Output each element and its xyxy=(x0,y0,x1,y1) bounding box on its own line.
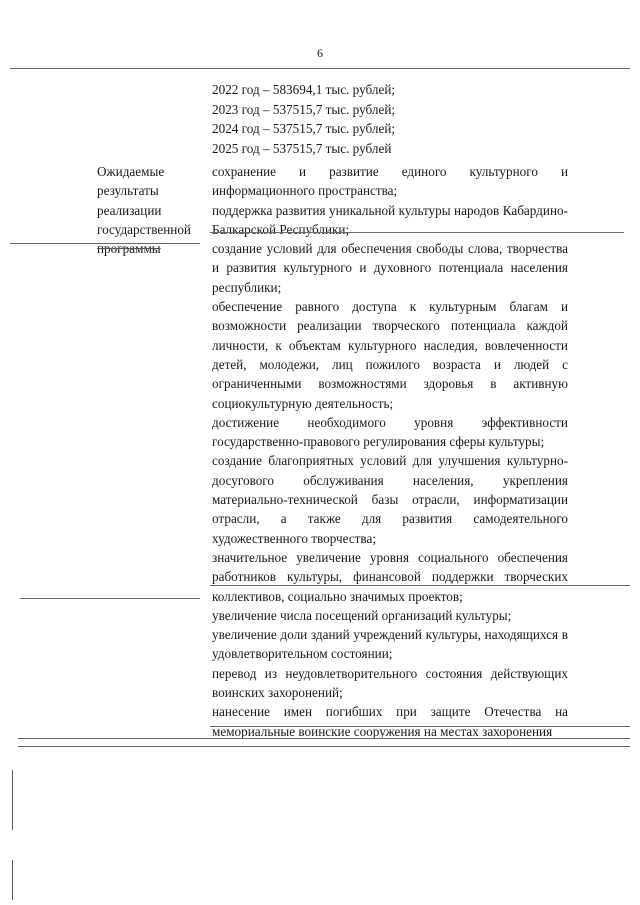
result-item: достижение необходимого уровня эффективности государственно-правового регулирования сферы культуры; xyxy=(212,414,568,450)
funding-line: 2025 год – 537515,7 тыс. рублей xyxy=(212,140,392,156)
top-rule xyxy=(10,68,630,69)
section-label-line: Ожидаемые xyxy=(97,164,165,179)
table-rule xyxy=(210,585,630,586)
section-label xyxy=(97,162,217,258)
table-rule xyxy=(210,726,630,727)
page-number: 6 xyxy=(317,46,323,60)
table-rule xyxy=(18,738,630,739)
table-rule xyxy=(210,232,624,233)
table-rule xyxy=(20,598,200,599)
scan-mark xyxy=(12,860,13,900)
table-rule xyxy=(10,243,200,244)
result-item: обеспечение равного доступа к культурным благам и возможности реализации творческого потенциала каждой личности, к объектам культурного наследия, вовлеченности детей, молодежи, лиц пожилого возраста и людей с ограниченными возможностями здоровья в активную социокультурную деятельность; xyxy=(212,299,568,411)
result-item: увеличение доли зданий учреждений культуры, находящихся в удовлетворительном состоянии; xyxy=(212,627,568,662)
funding-block xyxy=(212,80,572,158)
result-item: нанесение имен погибших при защите Отечества на мемориальные воинские сооружения на местах захоронения xyxy=(212,704,568,739)
result-item: сохранение и развитие единого культурного и информационного пространства; xyxy=(212,164,568,199)
funding-line: 2023 год – 537515,7 тыс. рублей; xyxy=(212,101,396,117)
scan-mark xyxy=(12,770,13,830)
result-item: увеличение числа посещений организаций культуры; xyxy=(212,607,512,623)
result-item: создание условий для обеспечения свободы слова, творчества и развития культурного и духовного потенциала населения республики; xyxy=(212,241,568,295)
funding-line: 2024 год – 537515,7 тыс. рублей; xyxy=(212,121,396,136)
expected-results xyxy=(212,162,568,741)
funding-line: 2022 год – 583694,1 тыс. рублей; xyxy=(212,82,396,97)
section-label-line: государственной xyxy=(97,221,191,237)
result-item: перевод из неудовлетворительного состояния действующих воинских захоронений; xyxy=(212,665,568,701)
table-rule xyxy=(18,746,630,747)
result-item: поддержка развития уникальной культуры народов Кабардино-Балкарской Республики; xyxy=(212,202,568,237)
result-item: создание благоприятных условий для улучшения культурно-досугового обслуживания населения, укрепления материально-технической базы отрасли, информатизации отрасли, а также для развития самодеятельного художественного творчества; xyxy=(212,453,568,546)
section-label-line: реализации xyxy=(97,202,162,218)
section-label-line: программы xyxy=(97,241,161,257)
result-item: значительное увеличение уровня социального обеспечения работников культуры, финансовой поддержки творческих коллективов, социально значимых проектов; xyxy=(212,549,568,604)
section-label-line: результаты xyxy=(97,183,159,199)
